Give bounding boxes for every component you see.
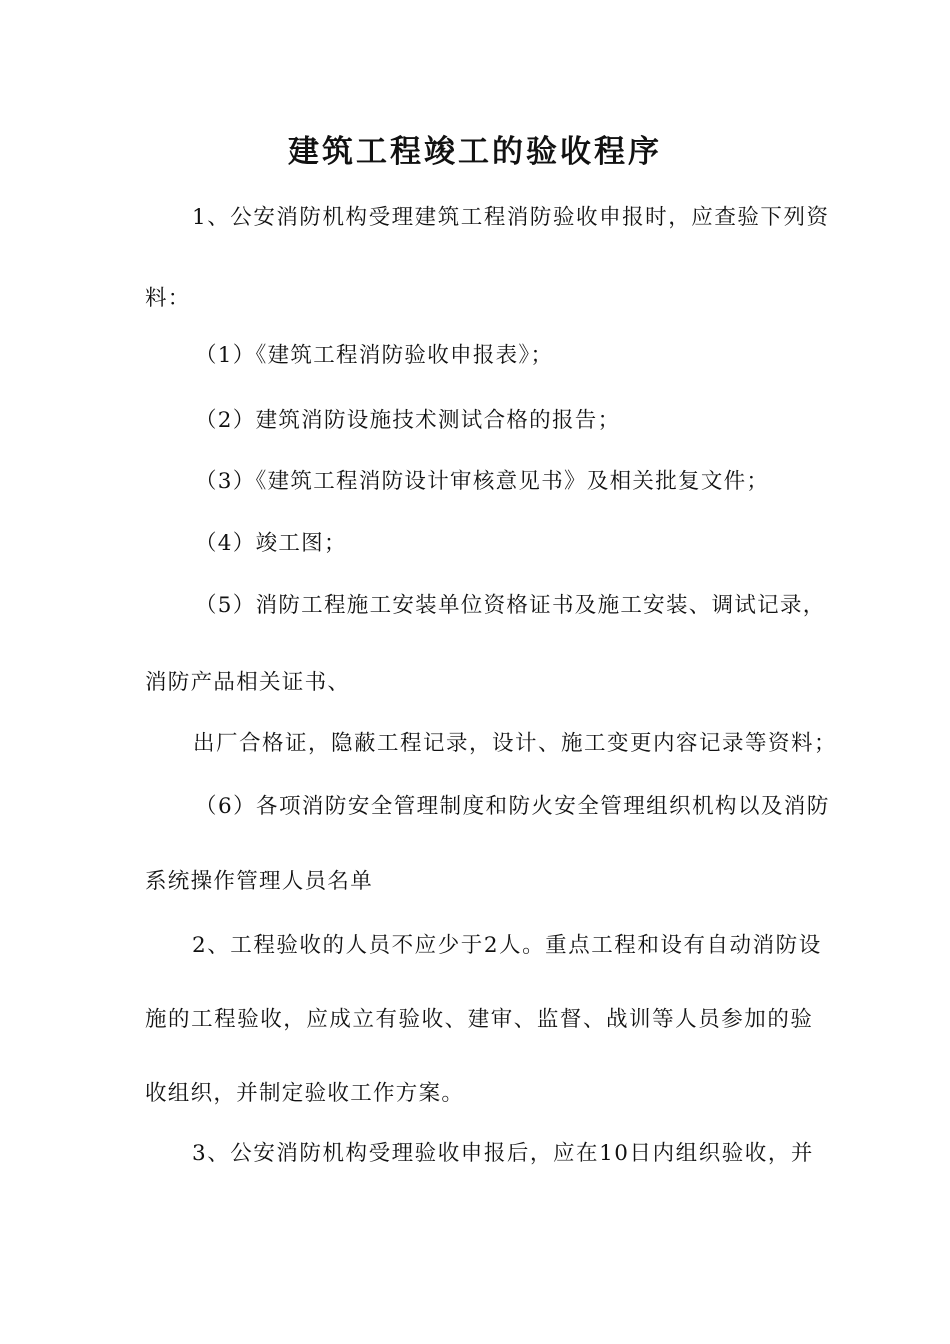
list-item: （2）建筑消防设施技术测试合格的报告；: [195, 408, 621, 433]
paragraph-line: 施的工程验收，应成立有验收、建审、监督、战训等人员参加的验: [145, 1007, 814, 1032]
paragraph-line: 1、公安消防机构受理建筑工程消防验收申报时，应查验下列资: [192, 205, 830, 230]
list-item-continuation: 出厂合格证，隐蔽工程记录，设计、施工变更内容记录等资料；: [193, 731, 838, 756]
list-item: （6）各项消防安全管理制度和防火安全管理组织机构以及消防: [195, 794, 830, 819]
list-item: （3）《建筑工程消防设计审核意见书》及相关批复文件；: [195, 469, 770, 494]
paragraph-line: 收组织，并制定验收工作方案。: [145, 1081, 465, 1106]
list-item-continuation: 系统操作管理人员名单: [145, 869, 374, 894]
list-item: （1）《建筑工程消防验收申报表》；: [195, 343, 554, 368]
list-item: （5）消防工程施工安装单位资格证书及施工安装、调试记录，: [195, 593, 826, 618]
paragraph-line: 2、工程验收的人员不应少于2人。重点工程和设有自动消防设: [192, 933, 822, 958]
list-item-continuation: 消防产品相关证书、: [145, 670, 351, 695]
list-item: （4）竣工图；: [195, 531, 347, 556]
paragraph-line: 3、公安消防机构受理验收申报后，应在10日内组织验收，并: [192, 1141, 814, 1166]
document-title: 建筑工程竣工的验收程序: [288, 134, 662, 170]
paragraph-line: 料：: [145, 286, 191, 311]
